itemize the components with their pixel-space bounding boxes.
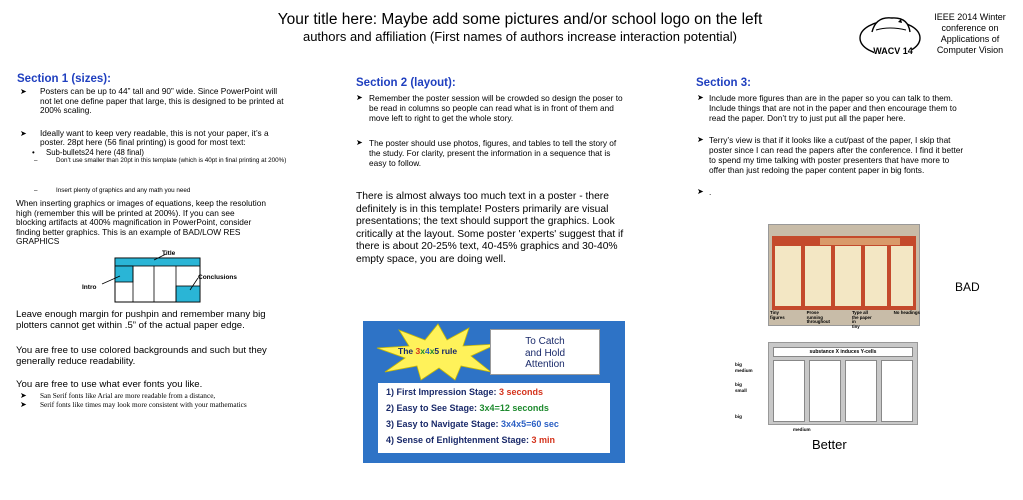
section1-body <box>16 87 334 195</box>
section1-para-fonts: You are free to use what ever fonts you like. <box>16 379 203 390</box>
arrow-bullet-icon: ➤ <box>20 128 27 138</box>
conference-line: Applications of <box>940 34 1000 44</box>
rule-catch-box: To Catch and Hold Attention <box>490 329 600 375</box>
layout-diagram <box>80 248 260 304</box>
section3-bullet: ➤ . <box>697 187 712 197</box>
poster-title: Your title here: Maybe add some pictures and/or school logo on the left <box>277 11 763 28</box>
bad-poster-board <box>772 236 916 310</box>
section2-para: There is almost always too much text in a poster - there definitely is in this template! Posters primarily are visual presentations; the text should support the graphics. Look critically at the layout. Some poster 'experts' suggest that if there is about 20-25% text, 40-45% graphics and 30-40% empty space, you are doing well. <box>356 191 624 265</box>
arrow-bullet-icon: ➤ <box>356 93 363 102</box>
better-poster-title: substance X induces Y-cells <box>773 347 913 357</box>
section1-font-bullet: ➤ Serif fonts like times may look more consistent with your mathematics <box>20 400 247 409</box>
rule-stage-value: 3x4x5=60 sec <box>501 419 559 429</box>
section1-subbullet: • Sub-bullets24 here (48 final) <box>32 147 144 157</box>
bad-poster-captions: Tiny figures Prose running throughout Type all the paper in tiny No headings <box>770 310 920 329</box>
conference-line: IEEE 2014 Winter <box>934 12 1006 22</box>
rule-stage-line: 3) Easy to Navigate Stage: 3x4x5=60 sec <box>386 419 559 429</box>
section3-bullet: ➤ Include more figures than are in the paper so you can talk to them. Include things that are not in the paper and then encourage them to read the paper. Don’t try to just put all the paper here. <box>697 93 957 123</box>
section1-heading: Section 1 (sizes): <box>17 73 111 85</box>
diagram-intro-label: Intro <box>82 284 97 291</box>
rule-stage-value: 3 seconds <box>499 387 544 397</box>
arrow-bullet-icon: ➤ <box>697 135 704 144</box>
better-poster-bottom-label: medium <box>793 427 811 432</box>
dot-bullet-icon: • <box>32 147 35 157</box>
section3-bullets <box>695 93 1013 197</box>
better-poster-image <box>768 342 918 425</box>
arrow-bullet-icon: ➤ <box>20 391 27 400</box>
rule-stage-value: 3 min <box>531 435 556 445</box>
section3-heading: Section 3: <box>696 77 751 89</box>
conference-name <box>918 12 1022 56</box>
section1-para-margin: Leave enough margin for pushpin and remember many big plotters cannot get within .5” of the actual paper edge. <box>16 309 266 331</box>
arrow-bullet-icon: ➤ <box>20 400 27 409</box>
section1-subbullet: – Insert plenty of graphics and any math you need <box>34 186 191 194</box>
diagram-conclusions-label: Conclusions <box>198 274 238 281</box>
poster-subtitle: authors and affiliation (First names of authors increase interaction potential) <box>302 29 738 44</box>
section3-bullet: ➤ Terry’s view is that if it looks like a cut/past of the paper, I skip that poster since I can read the papers after the conference. I find it better to spend my time talking with poster presenters that have more to offer than just redoing the paper content paper in big fonts. <box>697 135 964 175</box>
section1-para-graphics: When inserting graphics or images of equations, keep the resolution high (remember this will be printed at 200%). If you can see blocking artifacts at 400% magnification in PowerPoint, consider finding better graphics. This is an example of BAD/LOW RES GRAPHICS <box>16 198 266 247</box>
rule-stage-line: 2) Easy to See Stage: 3x4=12 seconds <box>386 403 549 413</box>
section2-bullet: ➤ Remember the poster session will be crowded so design the poser to be read in columns so people can read what is in front of them and move left to right to get the whole story. <box>356 93 623 123</box>
dash-bullet-icon: – <box>34 156 38 164</box>
rule-stage-value: 3x4=12 seconds <box>479 403 549 413</box>
rule-stages-panel <box>378 383 610 453</box>
section1-subbullet: – Don’t use smaller than 20pt in this template (which is 40pt in final printing at 200%) <box>34 156 287 164</box>
rule-stage-line: 1) First Impression Stage: 3 seconds <box>386 387 544 397</box>
section2-bullets <box>354 93 674 168</box>
arrow-bullet-icon: ➤ <box>356 138 363 147</box>
rule-stage-line: 4) Sense of Enlightenment Stage: 3 min <box>386 435 556 445</box>
diagram-title-label: Title <box>162 250 176 257</box>
arrow-bullet-icon: ➤ <box>20 87 27 96</box>
conference-line: Computer Vision <box>936 45 1004 55</box>
section2-heading: Section 2 (layout): <box>356 77 456 89</box>
section1-bullet: ➤ Ideally want to keep very readable, this is not your paper, it’s a poster. 28pt here (56 final printing) is good for most text: <box>20 127 269 148</box>
conference-line: conference on <box>941 23 999 33</box>
arrow-bullet-icon: ➤ <box>697 187 704 196</box>
section1-font-bullet: ➤ San Serif fonts like Arial are more readable from a distance, <box>20 391 216 400</box>
section2-bullet: ➤ The poster should use photos, figures, and tables to tell the story of the study. For clarity, present the information in a sequence that is easy to follow. <box>356 138 617 168</box>
better-poster-side-labels: big medium big small big <box>735 362 753 419</box>
arrow-bullet-icon: ➤ <box>697 93 704 102</box>
better-label: Better <box>812 437 847 452</box>
logo-text: WACV 14 <box>873 46 913 56</box>
dash-bullet-icon: – <box>34 186 38 194</box>
rule-star-text: The 3x4x5 rule <box>398 346 458 356</box>
section1-para-background: You are free to use colored backgrounds and such but they generally reduce readability. <box>16 345 267 367</box>
bad-label: BAD <box>955 280 980 294</box>
section1-bullet: ➤ Posters can be up to 44” tall and 90” wide. Since PowerPoint will not let one define paper that large, this is designed to be printed at 200% scaling. <box>20 86 284 116</box>
section1-font-bullets <box>16 391 334 409</box>
